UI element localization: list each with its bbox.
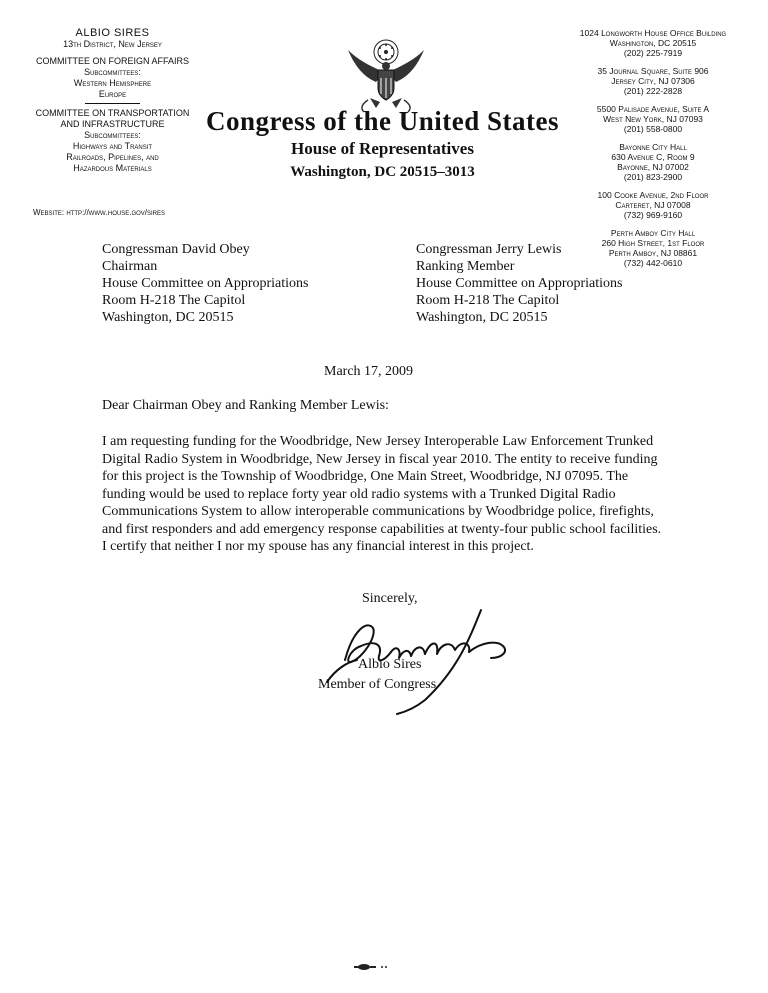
office-line: Perth Amboy, NJ 08861 — [608, 248, 698, 258]
recipient-address-right — [416, 241, 622, 326]
washington-dc-line: Washington, DC 20515–3013 — [290, 164, 475, 180]
printer-union-bug-icon — [342, 962, 402, 972]
letter-date: March 17, 2009 — [324, 364, 414, 379]
committee-transportation-line-2: AND INFRASTRUCTURE — [60, 119, 165, 129]
office-line: 1024 Longworth House Office Building — [579, 28, 727, 38]
committee-transportation-line-1: COMMITTEE ON TRANSPORTATION — [35, 108, 190, 118]
subcommittee-western-hemisphere: Western Hemisphere — [73, 78, 152, 88]
office-line: 260 High Street, 1st Floor — [601, 238, 705, 248]
recipient-city: Washington, DC 20515 — [416, 310, 548, 325]
closing: Sincerely, — [362, 591, 418, 606]
office-line: Bayonne, NJ 07002 — [617, 162, 689, 172]
congress-title: Congress of the United States — [206, 106, 559, 136]
office-phone: (732) 442-0610 — [623, 258, 683, 268]
subcommittees-heading: Subcommittees: — [84, 67, 141, 77]
subcommittee-railroads-line-1: Railroads, Pipelines, and — [66, 152, 159, 162]
recipient-room: Room H-218 The Capitol — [416, 293, 560, 308]
recipient-address-left — [102, 241, 308, 326]
office-line: 5500 Palisade Avenue, Suite A — [596, 104, 710, 114]
office-phone: (201) 222-2828 — [623, 86, 683, 96]
recipient-name: Congressman David Obey — [102, 242, 250, 257]
committee-foreign-affairs: COMMITTEE ON FOREIGN AFFAIRS — [35, 56, 189, 66]
office-phone: (201) 823-2900 — [623, 172, 683, 182]
subcommittee-railroads-line-2: Hazardous Materials — [73, 163, 152, 173]
letterhead-left-column — [30, 28, 195, 174]
offices-column — [568, 28, 738, 276]
office-line: Jersey City, NJ 07306 — [611, 76, 695, 86]
recipient-role: Chairman — [102, 259, 158, 274]
recipient-city: Washington, DC 20515 — [102, 310, 234, 325]
office-address — [568, 142, 738, 182]
recipient-name: Congressman Jerry Lewis — [416, 242, 562, 257]
office-line: Carteret, NJ 07008 — [615, 200, 691, 210]
website-link[interactable]: Website: http://www.house.gov/sires — [33, 208, 166, 217]
recipient-committee: House Committee on Appropriations — [416, 276, 623, 291]
office-line: Bayonne City Hall — [619, 142, 687, 152]
member-district: 13th District, New Jersey — [63, 39, 162, 49]
signer-name: Albio Sires — [358, 657, 422, 672]
office-phone: (732) 969-9160 — [623, 210, 683, 220]
member-name: ALBIO SIRES — [75, 27, 150, 39]
office-address — [568, 66, 738, 96]
signer-title: Member of Congress — [318, 677, 437, 692]
salutation: Dear Chairman Obey and Ranking Member Lewis: — [102, 398, 389, 413]
recipient-committee: House Committee on Appropriations — [102, 276, 309, 291]
office-address — [568, 28, 738, 58]
divider — [85, 103, 140, 104]
office-line: Washington, DC 20515 — [609, 38, 697, 48]
subcommittees-heading-2: Subcommittees: — [84, 130, 141, 140]
office-line: 630 Avenue C, Room 9 — [611, 152, 695, 162]
subcommittee-highways: Highways and Transit — [72, 141, 153, 151]
recipient-role: Ranking Member — [416, 259, 515, 274]
house-title: House of Representatives — [291, 139, 474, 158]
office-phone: (202) 225-7919 — [623, 48, 683, 58]
recipient-room: Room H-218 The Capitol — [102, 293, 246, 308]
office-address — [568, 190, 738, 220]
office-line: West New York, NJ 07093 — [603, 114, 703, 124]
office-line: Perth Amboy City Hall — [610, 228, 696, 238]
office-phone: (201) 558-0800 — [623, 124, 683, 134]
handwritten-signature — [305, 600, 535, 715]
subcommittee-europe: Europe — [98, 89, 127, 99]
office-address — [568, 104, 738, 134]
office-line: 100 Cooke Avenue, 2nd Floor — [597, 190, 709, 200]
letter-body: I am requesting funding for the Woodbridge, New Jersey Interoperable Law Enforcement Trunked Digital Radio System in Woodbridge, New Jersey in fiscal year 2010. The entity to receive funding for this project is the Township of Woodbridge, One Main Street, Woodbridge, NJ 07095. The funding would be used to replace forty year old radio systems with a Trunked Digital Radio Communications System to allow interoperable communications by Woodbridge police, firefights, and first responders and add emergency response capabilities at twenty-four public school facilities. I certify that neither I nor my spouse has any financial interest in this project. — [102, 434, 662, 554]
office-line: 35 Journal Square, Suite 906 — [597, 66, 709, 76]
